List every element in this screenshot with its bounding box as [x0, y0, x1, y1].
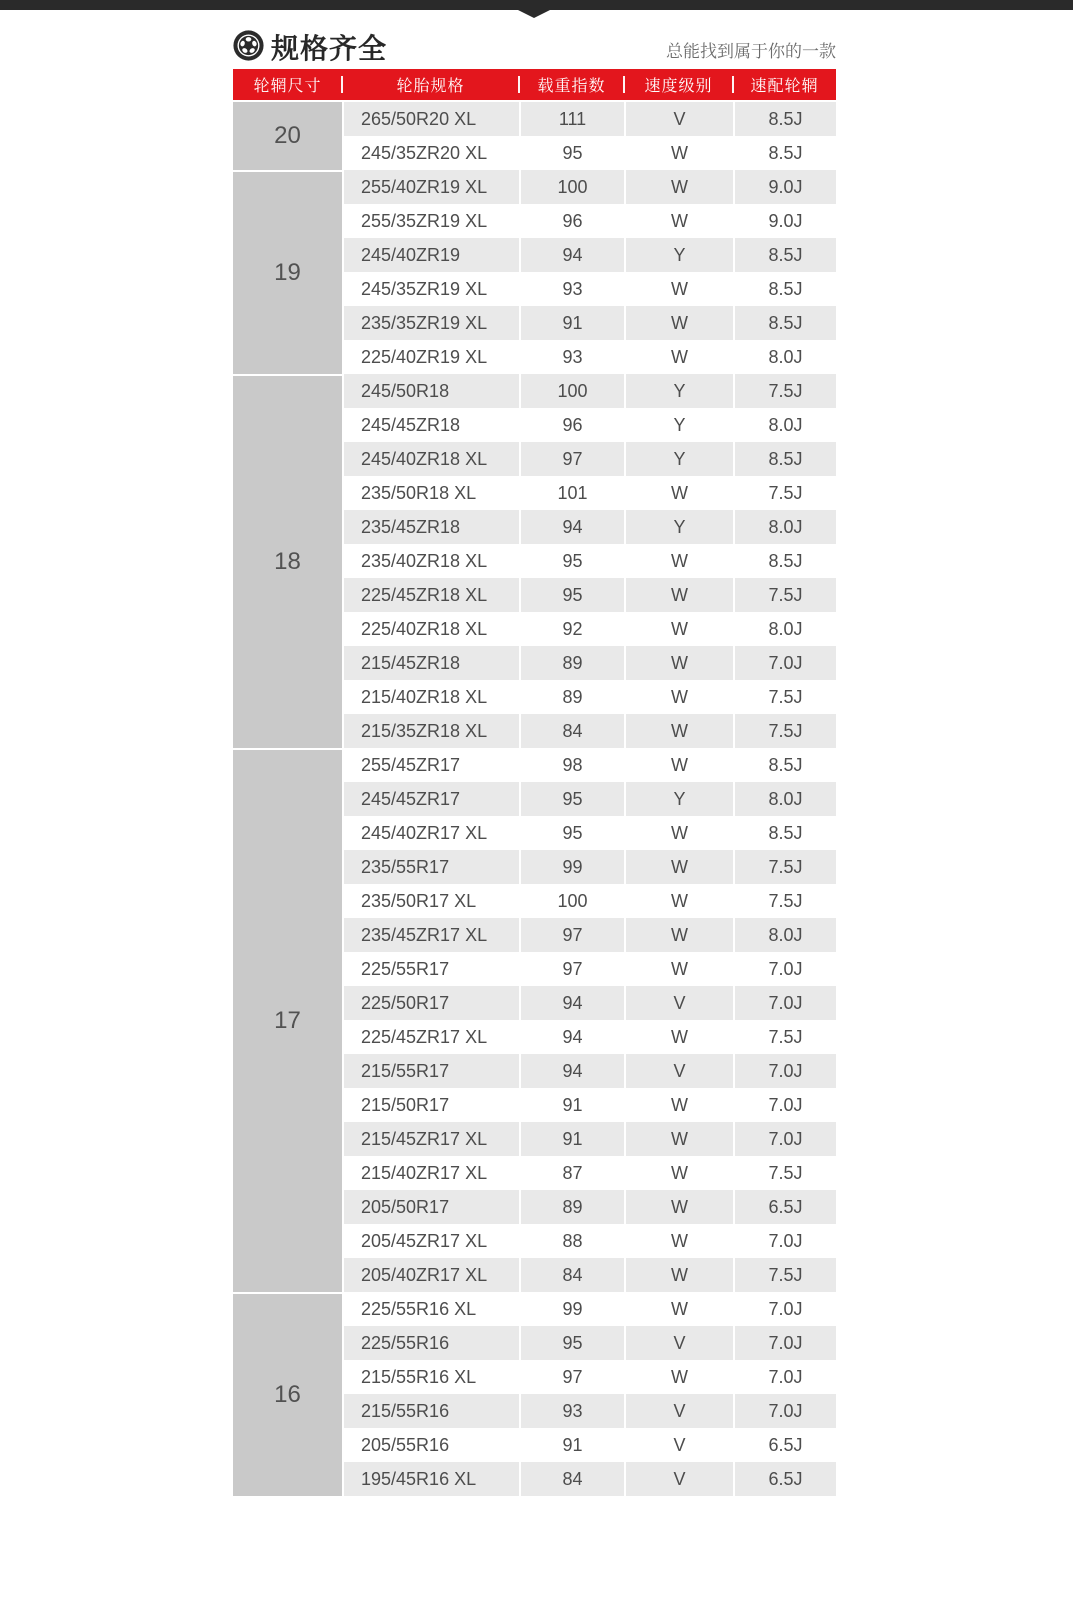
table-row	[344, 918, 836, 952]
table-row	[344, 136, 836, 170]
spec-cell: 225/45ZR17 XL	[361, 1026, 488, 1047]
spec-cell: 235/50R17 XL	[361, 890, 477, 911]
spec-cell: 215/55R16	[361, 1400, 450, 1421]
speed-rating-cell: W	[624, 1258, 733, 1292]
column-header-speed-rating: 速度级别	[624, 69, 733, 100]
table-row	[344, 102, 836, 136]
rim-width-cell: 7.5J	[733, 374, 836, 408]
spec-cell: 235/45ZR18	[361, 516, 461, 537]
spec-cell: 215/45ZR17 XL	[361, 1128, 488, 1149]
load-index-cell: 96	[519, 204, 624, 238]
rim-width-cell: 7.0J	[733, 646, 836, 680]
speed-rating-cell: W	[624, 918, 733, 952]
rim-group-17	[233, 748, 836, 1292]
spec-cell: 235/45ZR17 XL	[361, 924, 488, 945]
speed-rating-cell: W	[624, 850, 733, 884]
speed-rating-cell: W	[624, 578, 733, 612]
rim-width-cell: 7.5J	[733, 884, 836, 918]
load-index-cell: 89	[519, 646, 624, 680]
load-index-cell: 97	[519, 952, 624, 986]
load-index-cell: 91	[519, 1428, 624, 1462]
speed-rating-cell: W	[624, 204, 733, 238]
rim-width-cell: 9.0J	[733, 170, 836, 204]
speed-rating-cell: W	[624, 1020, 733, 1054]
speed-rating-cell: Y	[624, 510, 733, 544]
load-index-cell: 87	[519, 1156, 624, 1190]
load-index-cell: 97	[519, 1360, 624, 1394]
spec-cell: 215/40ZR18 XL	[361, 686, 488, 707]
load-index-cell: 84	[519, 714, 624, 748]
load-index-cell: 93	[519, 1394, 624, 1428]
load-index-cell: 94	[519, 1054, 624, 1088]
table-row	[344, 680, 836, 714]
load-index-cell: 97	[519, 442, 624, 476]
rim-group-rows	[342, 748, 836, 1292]
table-row	[344, 850, 836, 884]
rim-group-rows	[342, 374, 836, 748]
load-index-cell: 84	[519, 1258, 624, 1292]
tire-spec-table	[233, 69, 836, 1496]
table-row	[344, 1088, 836, 1122]
table-row	[344, 442, 836, 476]
speed-rating-cell: W	[624, 612, 733, 646]
spec-cell: 255/45ZR17	[361, 754, 461, 775]
wheel-icon	[233, 30, 264, 66]
speed-rating-cell: V	[624, 1462, 733, 1496]
down-arrow-icon	[518, 10, 550, 18]
table-body	[233, 102, 836, 1496]
rim-group-18	[233, 374, 836, 748]
table-row	[344, 884, 836, 918]
spec-cell: 245/40ZR17 XL	[361, 822, 488, 843]
speed-rating-cell: W	[624, 816, 733, 850]
table-row	[344, 340, 836, 374]
spec-cell: 235/40ZR18 XL	[361, 550, 488, 571]
table-row	[344, 1326, 836, 1360]
table-row	[344, 1020, 836, 1054]
spec-cell: 245/35ZR20 XL	[361, 142, 488, 163]
table-row	[344, 204, 836, 238]
rim-group-rows	[342, 102, 836, 170]
table-row	[344, 1224, 836, 1258]
speed-rating-cell: Y	[624, 782, 733, 816]
table-row	[344, 1360, 836, 1394]
table-row	[344, 1190, 836, 1224]
spec-cell: 235/50R18 XL	[361, 482, 477, 503]
spec-cell: 215/55R16 XL	[361, 1366, 477, 1387]
speed-rating-cell: Y	[624, 408, 733, 442]
spec-cell: 215/35ZR18 XL	[361, 720, 488, 741]
rim-width-cell: 6.5J	[733, 1190, 836, 1224]
table-row	[344, 1122, 836, 1156]
load-index-cell: 98	[519, 748, 624, 782]
speed-rating-cell: V	[624, 1394, 733, 1428]
rim-width-cell: 8.5J	[733, 748, 836, 782]
rim-width-cell: 7.0J	[733, 1088, 836, 1122]
rim-width-cell: 8.0J	[733, 340, 836, 374]
speed-rating-cell: W	[624, 170, 733, 204]
rim-width-cell: 6.5J	[733, 1428, 836, 1462]
speed-rating-cell: W	[624, 952, 733, 986]
speed-rating-cell: V	[624, 986, 733, 1020]
rim-group-19	[233, 170, 836, 374]
spec-cell: 245/45ZR18	[361, 414, 461, 435]
spec-cell: 245/40ZR19	[361, 244, 461, 265]
speed-rating-cell: W	[624, 340, 733, 374]
table-header-row	[233, 69, 836, 100]
rim-width-cell: 7.5J	[733, 850, 836, 884]
rim-width-cell: 8.0J	[733, 782, 836, 816]
rim-size-cell: 18	[233, 374, 342, 748]
speed-rating-cell: W	[624, 544, 733, 578]
column-header-rim-width: 速配轮辋	[733, 69, 836, 100]
rim-width-cell: 7.5J	[733, 680, 836, 714]
spec-cell: 205/55R16	[361, 1434, 450, 1455]
rim-width-cell: 8.5J	[733, 272, 836, 306]
table-row	[344, 238, 836, 272]
rim-width-cell: 7.5J	[733, 476, 836, 510]
load-index-cell: 100	[519, 884, 624, 918]
speed-rating-cell: W	[624, 476, 733, 510]
spec-cell: 195/45R16 XL	[361, 1468, 477, 1489]
table-row	[344, 612, 836, 646]
load-index-cell: 95	[519, 544, 624, 578]
load-index-cell: 95	[519, 136, 624, 170]
table-row	[344, 408, 836, 442]
load-index-cell: 91	[519, 1088, 624, 1122]
table-row	[344, 1292, 836, 1326]
section-header	[233, 30, 836, 66]
rim-group-rows	[342, 170, 836, 374]
speed-rating-cell: W	[624, 136, 733, 170]
rim-width-cell: 7.5J	[733, 578, 836, 612]
rim-width-cell: 8.0J	[733, 408, 836, 442]
speed-rating-cell: W	[624, 1292, 733, 1326]
rim-width-cell: 7.0J	[733, 1054, 836, 1088]
rim-size-cell: 20	[233, 102, 342, 170]
speed-rating-cell: W	[624, 680, 733, 714]
spec-section	[233, 30, 836, 1496]
speed-rating-cell: V	[624, 1428, 733, 1462]
load-index-cell: 88	[519, 1224, 624, 1258]
spec-cell: 225/55R16	[361, 1332, 450, 1353]
table-row	[344, 306, 836, 340]
rim-width-cell: 8.5J	[733, 136, 836, 170]
spec-cell: 225/55R17	[361, 958, 450, 979]
spec-cell: 255/40ZR19 XL	[361, 176, 488, 197]
spec-cell: 225/40ZR18 XL	[361, 618, 488, 639]
load-index-cell: 93	[519, 340, 624, 374]
speed-rating-cell: W	[624, 1122, 733, 1156]
table-row	[344, 714, 836, 748]
rim-width-cell: 7.0J	[733, 986, 836, 1020]
load-index-cell: 100	[519, 170, 624, 204]
load-index-cell: 94	[519, 238, 624, 272]
load-index-cell: 95	[519, 816, 624, 850]
spec-cell: 215/50R17	[361, 1094, 450, 1115]
rim-width-cell: 8.5J	[733, 102, 836, 136]
table-row	[344, 1156, 836, 1190]
table-row	[344, 782, 836, 816]
speed-rating-cell: W	[624, 1190, 733, 1224]
spec-cell: 225/55R16 XL	[361, 1298, 477, 1319]
spec-cell: 215/40ZR17 XL	[361, 1162, 488, 1183]
load-index-cell: 93	[519, 272, 624, 306]
table-row	[344, 816, 836, 850]
column-header-load-index: 载重指数	[519, 69, 624, 100]
load-index-cell: 101	[519, 476, 624, 510]
speed-rating-cell: W	[624, 1156, 733, 1190]
spec-cell: 245/35ZR19 XL	[361, 278, 488, 299]
spec-cell: 205/50R17	[361, 1196, 450, 1217]
rim-width-cell: 9.0J	[733, 204, 836, 238]
rim-size-cell: 17	[233, 748, 342, 1292]
spec-cell: 225/40ZR19 XL	[361, 346, 488, 367]
load-index-cell: 99	[519, 1292, 624, 1326]
speed-rating-cell: V	[624, 1326, 733, 1360]
load-index-cell: 96	[519, 408, 624, 442]
rim-size-cell: 16	[233, 1292, 342, 1496]
spec-cell: 225/45ZR18 XL	[361, 584, 488, 605]
load-index-cell: 100	[519, 374, 624, 408]
column-header-rim-size: 轮辋尺寸	[253, 78, 322, 95]
speed-rating-cell: W	[624, 1224, 733, 1258]
table-row	[344, 374, 836, 408]
load-index-cell: 99	[519, 850, 624, 884]
table-row	[344, 1428, 836, 1462]
table-row	[344, 1054, 836, 1088]
table-row	[344, 986, 836, 1020]
speed-rating-cell: Y	[624, 238, 733, 272]
rim-width-cell: 7.5J	[733, 1258, 836, 1292]
spec-cell: 265/50R20 XL	[361, 108, 477, 129]
speed-rating-cell: W	[624, 1360, 733, 1394]
rim-width-cell: 7.0J	[733, 1224, 836, 1258]
load-index-cell: 111	[519, 102, 624, 136]
load-index-cell: 95	[519, 578, 624, 612]
column-header-tire-spec: 轮胎规格	[342, 69, 519, 100]
table-row	[344, 1462, 836, 1496]
speed-rating-cell: W	[624, 748, 733, 782]
rim-width-cell: 8.5J	[733, 238, 836, 272]
rim-width-cell: 8.0J	[733, 612, 836, 646]
load-index-cell: 89	[519, 680, 624, 714]
load-index-cell: 95	[519, 782, 624, 816]
speed-rating-cell: V	[624, 102, 733, 136]
rim-width-cell: 7.5J	[733, 714, 836, 748]
table-row	[344, 646, 836, 680]
rim-width-cell: 8.5J	[733, 816, 836, 850]
table-row	[344, 952, 836, 986]
spec-cell: 245/40ZR18 XL	[361, 448, 488, 469]
load-index-cell: 91	[519, 306, 624, 340]
spec-cell: 205/45ZR17 XL	[361, 1230, 488, 1251]
spec-cell: 235/35ZR19 XL	[361, 312, 488, 333]
rim-width-cell: 8.5J	[733, 306, 836, 340]
load-index-cell: 94	[519, 1020, 624, 1054]
rim-width-cell: 8.0J	[733, 918, 836, 952]
rim-width-cell: 7.0J	[733, 1326, 836, 1360]
spec-cell: 215/55R17	[361, 1060, 450, 1081]
rim-width-cell: 7.0J	[733, 1394, 836, 1428]
speed-rating-cell: V	[624, 1054, 733, 1088]
section-subtitle: 总能找到属于你的一款	[666, 42, 836, 61]
rim-width-cell: 7.0J	[733, 1122, 836, 1156]
table-row	[344, 748, 836, 782]
rim-size-cell: 19	[233, 170, 342, 374]
rim-width-cell: 7.0J	[733, 1360, 836, 1394]
table-row	[344, 1394, 836, 1428]
rim-width-cell: 7.5J	[733, 1156, 836, 1190]
load-index-cell: 95	[519, 1326, 624, 1360]
speed-rating-cell: W	[624, 646, 733, 680]
spec-cell: 205/40ZR17 XL	[361, 1264, 488, 1285]
rim-width-cell: 7.5J	[733, 1020, 836, 1054]
spec-cell: 235/55R17	[361, 856, 450, 877]
speed-rating-cell: Y	[624, 442, 733, 476]
rim-group-rows	[342, 1292, 836, 1496]
speed-rating-cell: W	[624, 1088, 733, 1122]
speed-rating-cell: W	[624, 884, 733, 918]
rim-width-cell: 8.5J	[733, 544, 836, 578]
speed-rating-cell: W	[624, 306, 733, 340]
rim-width-cell: 8.0J	[733, 510, 836, 544]
rim-width-cell: 6.5J	[733, 1462, 836, 1496]
rim-width-cell: 8.5J	[733, 442, 836, 476]
page-title: 规格齐全	[271, 32, 388, 64]
load-index-cell: 91	[519, 1122, 624, 1156]
table-row	[344, 510, 836, 544]
table-row	[344, 170, 836, 204]
table-row	[344, 578, 836, 612]
load-index-cell: 94	[519, 986, 624, 1020]
table-row	[344, 1258, 836, 1292]
load-index-cell: 94	[519, 510, 624, 544]
table-row	[344, 476, 836, 510]
load-index-cell: 97	[519, 918, 624, 952]
load-index-cell: 92	[519, 612, 624, 646]
speed-rating-cell: Y	[624, 374, 733, 408]
load-index-cell: 89	[519, 1190, 624, 1224]
spec-cell: 245/45ZR17	[361, 788, 461, 809]
speed-rating-cell: W	[624, 714, 733, 748]
top-divider-bar	[0, 0, 1073, 10]
spec-cell: 215/45ZR18	[361, 652, 461, 673]
spec-cell: 225/50R17	[361, 992, 450, 1013]
speed-rating-cell: W	[624, 272, 733, 306]
load-index-cell: 84	[519, 1462, 624, 1496]
title-wrap	[233, 30, 387, 66]
rim-width-cell: 7.0J	[733, 1292, 836, 1326]
rim-width-cell: 7.0J	[733, 952, 836, 986]
spec-cell: 245/50R18	[361, 380, 450, 401]
table-row	[344, 544, 836, 578]
table-row	[344, 272, 836, 306]
rim-group-20	[233, 102, 836, 170]
rim-group-16	[233, 1292, 836, 1496]
spec-cell: 255/35ZR19 XL	[361, 210, 488, 231]
